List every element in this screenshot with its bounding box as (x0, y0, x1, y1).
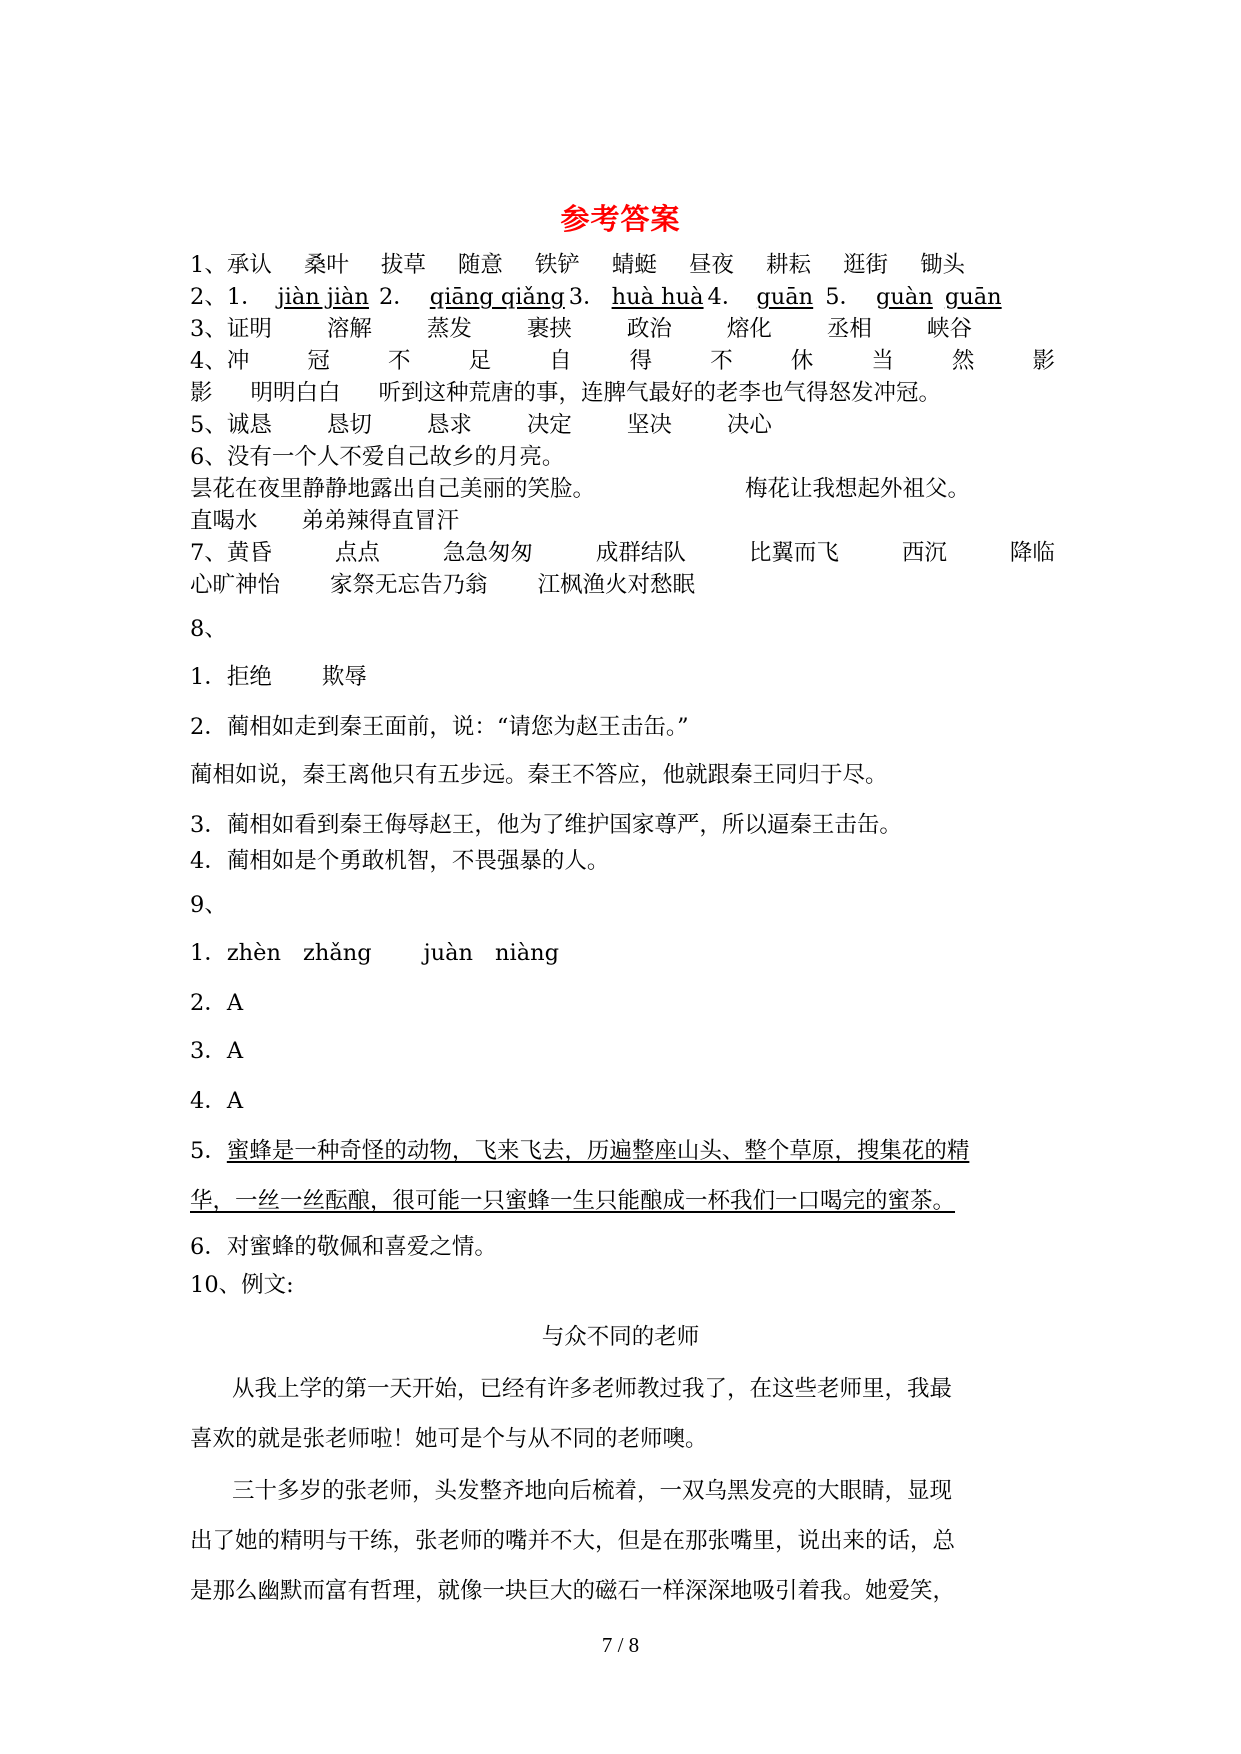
pinyin-answer: huà huà (611, 284, 704, 310)
page-title: 参考答案 (560, 202, 681, 236)
answer-word: 逛街 (842, 252, 888, 278)
pinyin-answer: guàn (876, 284, 933, 310)
answer-9-3: 3．A (190, 1038, 244, 1064)
answer-word: 明明白白 (250, 380, 341, 406)
answer-word: 恳求 (426, 412, 472, 438)
sub-number: 1． (190, 940, 227, 966)
answer-sentence: 听到这种荒唐的事，连脾气最好的老李也气得怒发冲冠。 (378, 380, 942, 406)
answer-word: 昼夜 (688, 252, 734, 278)
pinyin-answer: niàng (495, 940, 560, 966)
answer-8-2: 2．蔺相如走到秦王面前，说：“请您为赵王击缶。” (190, 714, 689, 740)
pinyin-answer: jiàn jiàn (277, 284, 369, 310)
answer-5 (190, 410, 772, 440)
sub-number: 1． (190, 664, 227, 690)
answer-char: 然 (951, 348, 975, 374)
answer-word: 随意 (457, 252, 503, 278)
answer-char: 不 (710, 348, 733, 374)
answer-sentence: 弟弟辣得直冒汗 (301, 508, 460, 534)
answer-char: 足 (468, 348, 492, 374)
answer-word: 决定 (526, 412, 572, 438)
answer-char: 冠 (307, 348, 330, 374)
essay-title: 与众不同的老师 (541, 1324, 700, 1350)
answer-char: 得 (629, 348, 653, 374)
answer-9-5-line-1 (190, 1136, 969, 1166)
answer-6-line-1 (190, 442, 564, 472)
question-number: 1、 (190, 252, 227, 278)
answer-7-line-2 (190, 570, 695, 600)
sub-number: 3． (568, 284, 606, 310)
answer-word: 坚决 (626, 412, 672, 438)
pinyin-answer: juàn (423, 940, 474, 966)
answer-sentence: 江枫渔火对愁眠 (537, 572, 696, 598)
question-number: 6、 (190, 444, 227, 470)
answer-9-4: 4．A (190, 1088, 244, 1114)
answer-word: 溶解 (326, 316, 372, 342)
answer-word: 桑叶 (303, 252, 349, 278)
answer-2 (190, 282, 1002, 312)
underlined-sentence: 华，一丝一丝酝酿，很可能一只蜜蜂一生只能酿成一杯我们一口喝完的蜜茶。 (190, 1188, 956, 1214)
sub-number: 4． (707, 284, 745, 310)
answer-word: 丞相 (826, 316, 872, 342)
essay-paragraph-2-line-3: 是那么幽默而富有哲理，就像一块巨大的磁石一样深深地吸引着我。她爱笑， (190, 1578, 956, 1604)
pinyin-answer: guān (756, 284, 814, 310)
essay-paragraph-1-line-2: 喜欢的就是张老师啦！她可是个与从不同的老师噢。 (190, 1426, 708, 1452)
answer-word: 裹挟 (526, 316, 572, 342)
question-9-header: 9、 (190, 892, 227, 918)
answer-8-4: 4．蔺相如是个勇敢机智，不畏强暴的人。 (190, 848, 610, 874)
pinyin-answer: qiāng qiǎng (429, 284, 565, 310)
question-number: 7、 (190, 540, 227, 566)
answer-sentence: 昙花在夜里静静地露出自己美丽的笑脸。 (190, 476, 596, 502)
answer-4-line-1 (190, 346, 1055, 376)
question-number: 2、 (190, 284, 227, 310)
answer-sentence: 梅花让我想起外祖父。 (745, 476, 971, 502)
answer-word: 熔化 (726, 316, 772, 342)
answer-word: 比翼而飞 (748, 540, 839, 566)
sub-number: 5． (190, 1138, 227, 1164)
answer-word: 铁铲 (534, 252, 580, 278)
question-number: 4、 (190, 348, 227, 374)
pinyin-answer: zhǎng (302, 940, 372, 966)
answer-char: 自 (549, 348, 572, 374)
sub-number: 5． (825, 284, 863, 310)
answer-9-2: 2．A (190, 990, 244, 1016)
answer-sentence: 家祭无忘告乃翁 (330, 572, 488, 598)
answer-word: 决心 (726, 412, 772, 438)
answer-8-1 (190, 662, 367, 692)
essay-paragraph-2-line-2: 出了她的精明与干练，张老师的嘴并不大，但是在那张嘴里，说出来的话，总 (190, 1528, 956, 1554)
answer-char: 影 (1032, 348, 1055, 374)
answer-7-line-1 (190, 538, 1055, 568)
answer-word: 西沉 (901, 540, 947, 566)
answer-word: 诚恳 (226, 412, 272, 438)
question-number: 3、 (190, 316, 227, 342)
answer-word: 降临 (1009, 540, 1055, 566)
answer-word: 耕耘 (765, 252, 811, 278)
answer-word: 点点 (334, 540, 380, 566)
essay-paragraph-1-line-1: 从我上学的第一天开始，已经有许多老师教过我了，在这些老师里，我最 (232, 1376, 953, 1402)
answer-6-line-3 (190, 506, 459, 536)
answer-char: 冲 (226, 348, 250, 374)
underlined-sentence: 蜜蜂是一种奇怪的动物，飞来飞去，历遍整座山头、整个草原，搜集花的精 (226, 1138, 970, 1164)
question-10-header: 10、例文: (190, 1272, 294, 1298)
answer-9-5-line-2 (190, 1186, 955, 1216)
answer-char: 休 (790, 348, 814, 374)
answer-word: 直喝水 (190, 508, 258, 534)
sub-number: 1． (226, 284, 264, 310)
answer-word: 拔草 (380, 252, 426, 278)
answer-word: 承认 (226, 252, 272, 278)
answer-4-line-2 (190, 378, 941, 408)
sub-number: 2． (378, 284, 416, 310)
answer-word: 蒸发 (426, 316, 472, 342)
page-number: 7 / 8 (601, 1633, 640, 1657)
pinyin-answer: guān (944, 284, 1002, 310)
pinyin-answer: zhèn (226, 940, 281, 966)
answer-word: 欺辱 (321, 664, 367, 690)
answer-char: 影 (190, 380, 213, 406)
question-8-header: 8、 (190, 616, 227, 642)
answer-9-6: 6．对蜜蜂的敬佩和喜爱之情。 (190, 1234, 497, 1260)
answer-8-3: 3．蔺相如看到秦王侮辱赵王，他为了维护国家尊严，所以逼秦王击缶。 (190, 812, 902, 838)
answer-word: 政治 (626, 316, 672, 342)
answer-char: 当 (871, 348, 894, 374)
answer-3 (190, 314, 972, 344)
answer-6-line-2 (190, 474, 970, 504)
question-number: 5、 (190, 412, 227, 438)
answer-word: 峡谷 (926, 316, 972, 342)
answer-8-2-cont: 蔺相如说，秦王离他只有五步远。秦王不答应，他就跟秦王同归于尽。 (190, 762, 888, 788)
answer-word: 急急匆匆 (442, 540, 533, 566)
answer-word: 蜻蜓 (611, 252, 657, 278)
answer-word: 锄头 (919, 252, 965, 278)
answer-9-1 (190, 938, 559, 968)
answer-word: 证明 (226, 316, 272, 342)
answer-word: 拒绝 (226, 664, 272, 690)
answer-1 (190, 250, 965, 280)
answer-sentence: 没有一个人不爱自己故乡的月亮。 (226, 444, 565, 470)
answer-word: 心旷神怡 (190, 572, 281, 598)
answer-char: 不 (387, 348, 411, 374)
essay-paragraph-2-line-1: 三十多岁的张老师，头发整齐地向后梳着，一双乌黑发亮的大眼睛，显现 (232, 1478, 953, 1504)
answer-word: 成群结队 (595, 540, 686, 566)
answer-word: 恳切 (326, 412, 372, 438)
answer-word: 黄昏 (226, 540, 272, 566)
